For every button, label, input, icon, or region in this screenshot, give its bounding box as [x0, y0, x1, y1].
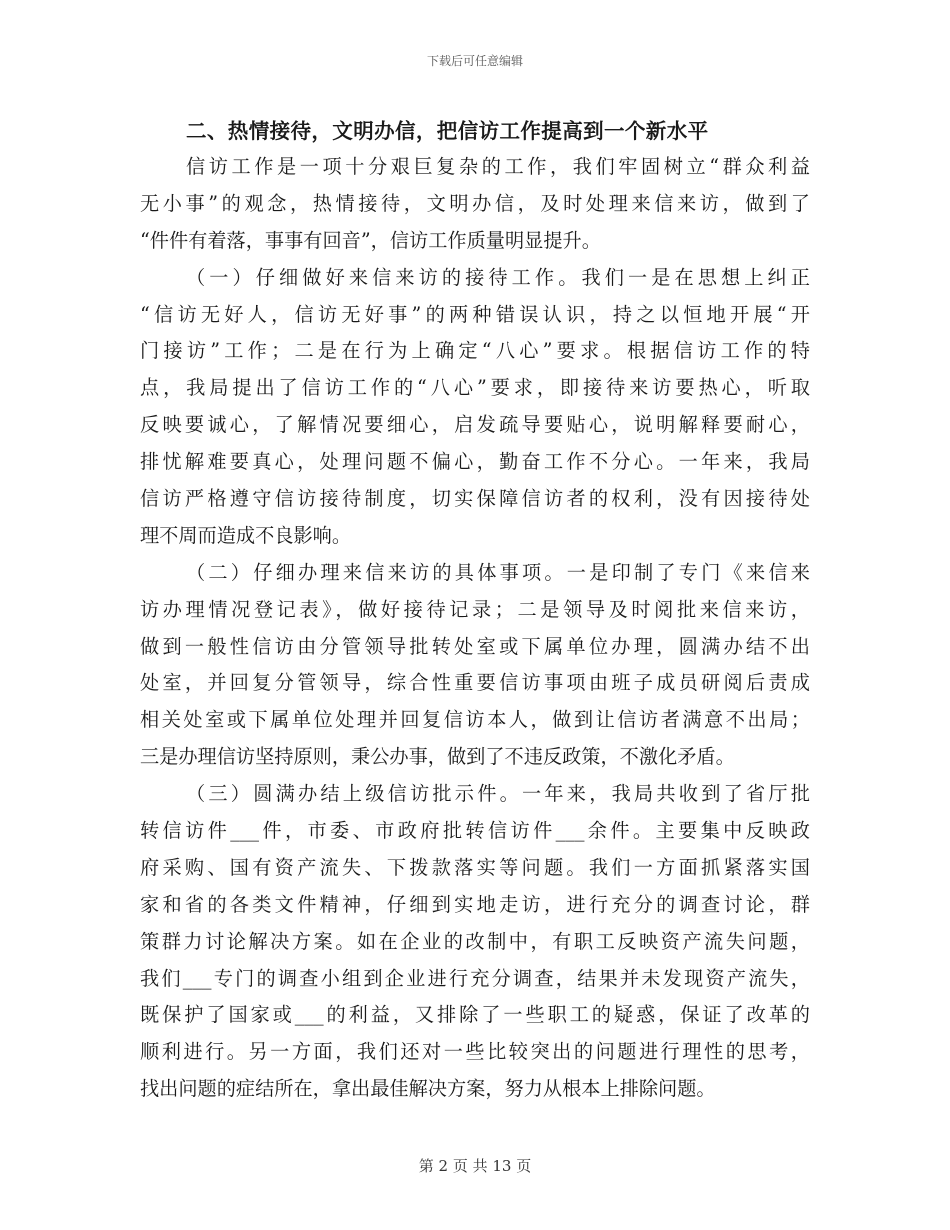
paragraph-line: 门接访”工作；二是在行为上确定“八心”要求。根据信访工作的特 [140, 339, 810, 363]
paragraph-line: 策群力讨论解决方案。如在企业的改制中，有职工反映资产流失问题， [140, 929, 810, 953]
paragraph-line: 既保护了国家或___的利益，又排除了一些职工的疑惑，保证了改革的 [140, 1003, 810, 1027]
paragraph-reception [140, 260, 810, 555]
paragraph-line: （三）圆满办结上级信访批示件。一年来，我局共收到了省厅批 [186, 782, 810, 806]
paragraph-line: （一）仔细做好来信来访的接待工作。我们一是在思想上纠正 [186, 265, 810, 289]
section-heading: 二、热情接待，文明办信，把信访工作提高到一个新水平 [186, 119, 709, 143]
paragraph-line: 反映要诚心，了解情况要细心，启发疏导要贴心，说明解释要耐心， [140, 413, 810, 437]
paragraph-line: 信访工作是一项十分艰巨复杂的工作，我们牢固树立“群众利益 [186, 155, 810, 178]
paragraph-line: 相关处室或下属单位处理并回复信访本人，做到让信访者满意不出局； [140, 708, 810, 732]
paragraph-handling [140, 555, 810, 776]
paragraph-line: 点，我局提出了信访工作的“八心”要求，即接待来访要热心，听取 [140, 376, 810, 400]
paragraph-line: 我们___专门的调查小组到企业进行充分调查，结果并未发现资产流失， [140, 966, 810, 990]
paragraph-line: 家和省的各类文件精神，仔细到实地走访，进行充分的调查讨论，群 [140, 892, 810, 916]
paragraph-line: 找出问题的症结所在，拿出最佳解决方案，努力从根本上排除问题。 [140, 1077, 716, 1101]
paragraph-line: 转信访件___件，市委、市政府批转信访件___余件。主要集中反映政 [140, 819, 810, 843]
document-body [140, 113, 810, 1108]
paragraph-line: 访办理情况登记表》，做好接待记录；二是领导及时阅批来信来访， [140, 597, 810, 621]
paragraph-line: 处室，并回复分管领导，综合性重要信访事项由班子成员研阅后责成 [140, 671, 810, 695]
paragraph-line: 信访严格遵守信访接待制度，切实保障信访者的权利，没有因接待处 [140, 487, 810, 511]
page-number: 第 2 页 共 13 页 [418, 1157, 532, 1175]
paragraph-line: “件件有着落，事事有回音”，信访工作质量明显提升。 [140, 228, 601, 252]
paragraph-line: 三是办理信访坚持原则，秉公办事，做到了不违反政策，不激化矛盾。 [140, 745, 735, 769]
paragraph-intro [140, 149, 810, 260]
paragraph-line: 无小事”的观念，热情接待，文明办信，及时处理来信来访，做到了 [140, 191, 810, 215]
page-header-note: 下载后可任意编辑 [426, 54, 523, 68]
paragraph-instructions [140, 776, 810, 1108]
paragraph-line: （二）仔细办理来信来访的具体事项。一是印制了专门《来信来 [186, 560, 810, 584]
paragraph-line: 顺利进行。另一方面，我们还对一些比较突出的问题进行理性的思考， [140, 1040, 810, 1064]
paragraph-line: 排忧解难要真心，处理问题不偏心，勤奋工作不分心。一年来，我局 [140, 450, 810, 474]
paragraph-line: “信访无好人，信访无好事”的两种错误认识，持之以恒地开展“开 [140, 302, 810, 326]
paragraph-line: 做到一般性信访由分管领导批转处室或下属单位办理，圆满办结不出 [140, 634, 810, 658]
paragraph-line: 理不周而造成不良影响。 [140, 523, 352, 547]
paragraph-line: 府采购、国有资产流失、下拨款落实等问题。我们一方面抓紧落实国 [140, 855, 810, 879]
